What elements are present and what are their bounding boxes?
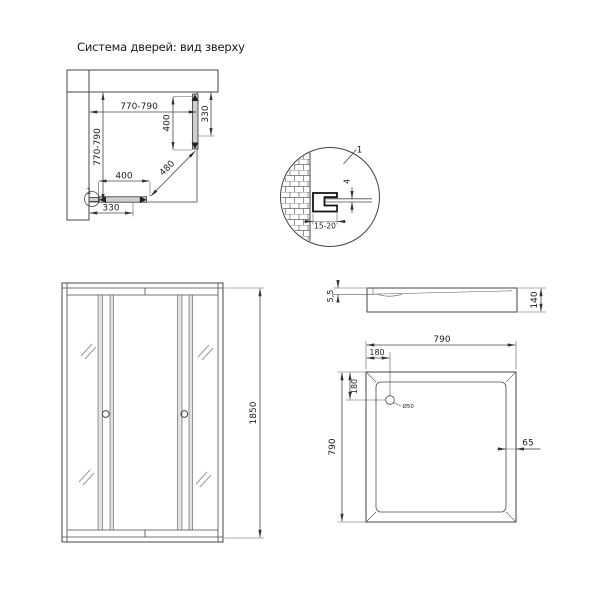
tray-inner-floor <box>376 382 506 512</box>
glass-shine-mark <box>198 345 213 360</box>
dim-label: 65 <box>522 438 534 449</box>
door-stile <box>98 295 103 530</box>
dim-label: 1850 <box>249 401 259 425</box>
door-top-view <box>67 70 218 220</box>
corner-mitre <box>506 372 516 382</box>
dim-label: 5,5 <box>326 289 335 303</box>
dim-right-door <box>163 97 193 151</box>
dim-tray-width-top <box>366 335 516 370</box>
callout-number: 1 <box>356 145 363 156</box>
dim-height <box>225 288 265 538</box>
dim-label: 770-790 <box>120 102 158 112</box>
glass-shine-mark <box>196 472 211 487</box>
dim-diagonal-opening <box>151 151 195 196</box>
dim-label: 180 <box>350 378 359 395</box>
tray-outline <box>366 372 516 522</box>
dim-label: 790 <box>328 438 338 456</box>
tray-profile-outline <box>367 288 517 312</box>
dim-label: 400 <box>162 114 173 132</box>
corner-mitre <box>366 372 376 382</box>
dim-label: 140 <box>530 291 540 309</box>
drain-leader-line <box>394 403 402 406</box>
dim-rim-step <box>326 280 373 303</box>
drain-diameter-label: Ø50 <box>402 404 414 410</box>
top-wall-bricks <box>67 70 218 92</box>
corner-mitre <box>366 512 376 522</box>
dim-glass-thickness <box>343 179 353 213</box>
tray-floor-line <box>373 291 512 294</box>
frame-outline <box>62 283 223 542</box>
dim-label: 770-790 <box>93 128 103 166</box>
wall-profile-strip <box>89 198 99 202</box>
dim-label: 4 <box>342 179 352 184</box>
dim-label: 15-20 <box>314 221 336 231</box>
tray-top-view <box>328 335 541 522</box>
door-handle-left <box>102 411 109 418</box>
dim-label: 180 <box>369 348 385 357</box>
dim-width-top <box>90 102 197 112</box>
dim-label: 330 <box>102 203 120 214</box>
door-stile <box>110 295 114 530</box>
detail-wall-bricks <box>278 146 310 248</box>
detail-clipped-content <box>278 146 310 248</box>
dim-tray-height <box>519 288 547 312</box>
drain-recess <box>378 294 402 296</box>
dim-rim-width <box>497 439 541 450</box>
dim-label: 480 <box>157 158 178 179</box>
dim-right-fixed <box>198 93 215 136</box>
corner-mitre <box>506 512 516 522</box>
right-glass-panel <box>193 94 199 149</box>
glass-shine-mark <box>81 344 96 359</box>
dim-label: 400 <box>115 171 133 182</box>
page-title: Система дверей: вид зверху <box>77 40 245 54</box>
dim-bottom-door <box>99 172 151 197</box>
dim-label: 330 <box>201 105 211 123</box>
wall-profile-detail <box>278 146 380 249</box>
drain-hole <box>386 396 395 405</box>
tray-side-view <box>326 280 546 312</box>
detail-ref-label: 1 <box>86 187 92 196</box>
door-front-view <box>62 283 264 542</box>
dim-width-left <box>93 93 103 202</box>
dim-label: 790 <box>433 335 451 345</box>
glass-shine-mark <box>79 470 94 485</box>
door-stile <box>189 295 193 530</box>
dim-tray-width-left <box>328 372 366 522</box>
